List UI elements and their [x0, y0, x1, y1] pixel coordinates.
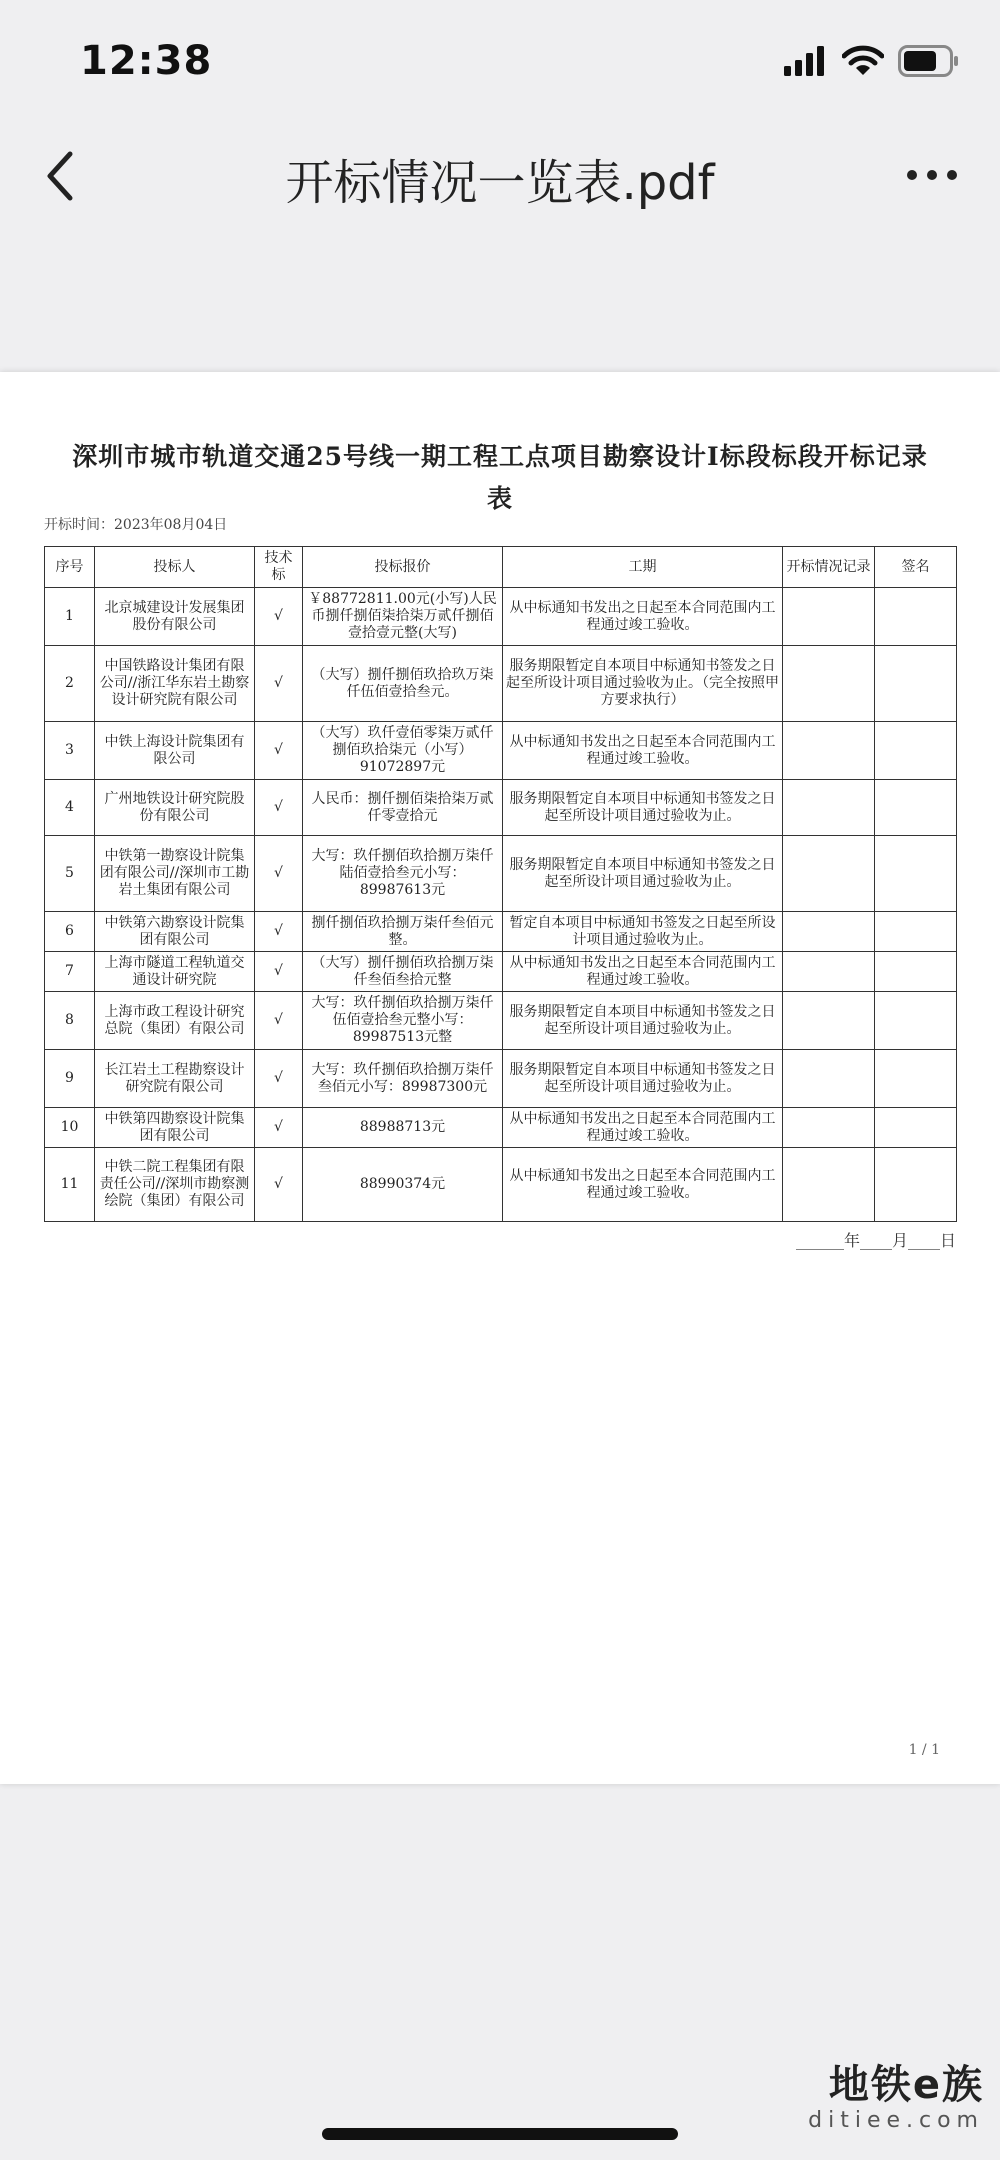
table-row [45, 912, 957, 952]
home-indicator[interactable] [322, 2128, 678, 2140]
cell-signature [875, 780, 957, 836]
cellular-signal-icon [784, 46, 828, 76]
cell-record [783, 646, 875, 722]
document-title [50, 436, 950, 520]
cell-price: 捌仟捌佰玖拾捌万柒仟叁佰元整。 [303, 912, 503, 952]
table-row [45, 1148, 957, 1222]
col-header-tech: 技术标 [255, 547, 303, 588]
table-row [45, 992, 957, 1050]
col-header-period: 工期 [503, 547, 783, 588]
cell-price: （大写）捌仟捌佰玖拾玖万柒仟伍佰壹拾叁元。 [303, 646, 503, 722]
watermark-url: ditiee.com [808, 2108, 984, 2133]
cell-bidder: 长江岩土工程勘察设计研究院有限公司 [95, 1050, 255, 1108]
cell-no: 1 [45, 588, 95, 646]
navigation-bar [0, 120, 1000, 230]
cell-period: 服务期限暂定自本项目中标通知书签发之日起至所设计项目通过验收为止。（完全按照甲方要求执行） [503, 646, 783, 722]
cell-period: 从中标通知书发出之日起至本合同范围内工程通过竣工验收。 [503, 588, 783, 646]
col-header-bidder: 投标人 [95, 547, 255, 588]
cell-price: ￥88772811.00元(小写)人民币捌仟捌佰柒拾柒万贰仟捌佰壹拾壹元整(大写) [303, 588, 503, 646]
cell-period: 服务期限暂定自本项目中标通知书签发之日起至所设计项目通过验收为止。 [503, 992, 783, 1050]
table-row [45, 722, 957, 780]
cell-period: 从中标通知书发出之日起至本合同范围内工程通过竣工验收。 [503, 1148, 783, 1222]
cell-tech: √ [255, 588, 303, 646]
cell-price: 88990374元 [303, 1148, 503, 1222]
open-time: 开标时间：2023年08月04日 [44, 517, 228, 533]
table-row [45, 1108, 957, 1148]
cell-no: 9 [45, 1050, 95, 1108]
site-watermark [808, 2062, 984, 2133]
cell-price: （大写）玖仟壹佰零柒万贰仟捌佰玖拾柒元（小写）91072897元 [303, 722, 503, 780]
table-row [45, 952, 957, 992]
cell-period: 服务期限暂定自本项目中标通知书签发之日起至所设计项目通过验收为止。 [503, 836, 783, 912]
cell-record [783, 1148, 875, 1222]
cell-record [783, 912, 875, 952]
table-row [45, 646, 957, 722]
cell-tech: √ [255, 992, 303, 1050]
cell-signature [875, 1108, 957, 1148]
cell-tech: √ [255, 912, 303, 952]
cell-record [783, 952, 875, 992]
cell-price: 大写：玖仟捌佰玖拾捌万柒仟陆佰壹拾叁元小写：89987613元 [303, 836, 503, 912]
cell-bidder: 中铁第一勘察设计院集团有限公司//深圳市工勘岩土集团有限公司 [95, 836, 255, 912]
cell-bidder: 中国铁路设计集团有限公司//浙江华东岩土勘察设计研究院有限公司 [95, 646, 255, 722]
cell-price: （大写）捌仟捌佰玖拾捌万柒仟叁佰叁拾元整 [303, 952, 503, 992]
cell-record [783, 722, 875, 780]
pdf-page[interactable] [0, 372, 1000, 1784]
document-title-line2: 表 [486, 484, 513, 513]
cell-period: 从中标通知书发出之日起至本合同范围内工程通过竣工验收。 [503, 1108, 783, 1148]
file-title: 开标情况一览表.pdf [285, 155, 715, 211]
cell-period: 服务期限暂定自本项目中标通知书签发之日起至所设计项目通过验收为止。 [503, 780, 783, 836]
cell-tech: √ [255, 1148, 303, 1222]
wifi-icon [842, 45, 884, 77]
cell-no: 8 [45, 992, 95, 1050]
cell-signature [875, 912, 957, 952]
cell-no: 3 [45, 722, 95, 780]
cell-signature [875, 722, 957, 780]
cell-tech: √ [255, 780, 303, 836]
cell-no: 2 [45, 646, 95, 722]
cell-period: 暂定自本项目中标通知书签发之日起至所设计项目通过验收为止。 [503, 912, 783, 952]
cell-signature [875, 588, 957, 646]
col-header-no: 序号 [45, 547, 95, 588]
status-time: 12:38 [80, 38, 213, 84]
cell-record [783, 1108, 875, 1148]
cell-bidder: 上海市隧道工程轨道交通设计研究院 [95, 952, 255, 992]
table-row [45, 780, 957, 836]
cell-period: 服务期限暂定自本项目中标通知书签发之日起至所设计项目通过验收为止。 [503, 1050, 783, 1108]
cell-bidder: 中铁二院工程集团有限责任公司//深圳市勘察测绘院（集团）有限公司 [95, 1148, 255, 1222]
cell-record [783, 1050, 875, 1108]
document-title-line1: 深圳市城市轨道交通25号线一期工程工点项目勘察设计Ⅰ标段标段开标记录 [72, 442, 928, 471]
cell-price: 大写：玖仟捌佰玖拾捌万柒仟伍佰壹拾叁元整小写：89987513元整 [303, 992, 503, 1050]
page-number: 1 / 1 [908, 1742, 940, 1758]
cell-signature [875, 646, 957, 722]
cell-signature [875, 992, 957, 1050]
cell-no: 7 [45, 952, 95, 992]
cell-no: 6 [45, 912, 95, 952]
table-header-row [45, 547, 957, 588]
cell-bidder: 中铁第四勘察设计院集团有限公司 [95, 1108, 255, 1148]
cell-signature [875, 1050, 957, 1108]
cell-bidder: 上海市政工程设计研究总院（集团）有限公司 [95, 992, 255, 1050]
cell-tech: √ [255, 722, 303, 780]
cell-signature [875, 952, 957, 992]
cell-no: 5 [45, 836, 95, 912]
cell-signature [875, 1148, 957, 1222]
cell-record [783, 588, 875, 646]
status-bar [0, 0, 1000, 110]
cell-bidder: 中铁第六勘察设计院集团有限公司 [95, 912, 255, 952]
more-dots-icon [902, 160, 962, 190]
watermark-logo-text: 地铁e族 [828, 2062, 984, 2108]
cell-bidder: 中铁上海设计院集团有限公司 [95, 722, 255, 780]
cell-bidder: 北京城建设计发展集团股份有限公司 [95, 588, 255, 646]
cell-period: 从中标通知书发出之日起至本合同范围内工程通过竣工验收。 [503, 722, 783, 780]
cell-record [783, 780, 875, 836]
bid-records-table [44, 546, 957, 1222]
cell-price: 大写：玖仟捌佰玖拾捌万柒仟叁佰元小写：89987300元 [303, 1050, 503, 1108]
cell-no: 11 [45, 1148, 95, 1222]
cell-tech: √ [255, 646, 303, 722]
battery-icon [898, 45, 960, 77]
cell-record [783, 836, 875, 912]
cell-tech: √ [255, 836, 303, 912]
cell-signature [875, 836, 957, 912]
table-row [45, 588, 957, 646]
sign-date-line: ______年____月____日 [795, 1231, 956, 1250]
cell-tech: √ [255, 1108, 303, 1148]
cell-no: 4 [45, 780, 95, 836]
cell-bidder: 广州地铁设计研究院股份有限公司 [95, 780, 255, 836]
status-icons [784, 44, 960, 78]
cell-price: 88988713元 [303, 1108, 503, 1148]
cell-no: 10 [45, 1108, 95, 1148]
table-row [45, 836, 957, 912]
more-options-button[interactable] [902, 160, 962, 190]
col-header-record: 开标情况记录 [783, 547, 875, 588]
cell-period: 从中标通知书发出之日起至本合同范围内工程通过竣工验收。 [503, 952, 783, 992]
col-header-signature: 签名 [875, 547, 957, 588]
cell-price: 人民币：捌仟捌佰柒拾柒万贰仟零壹拾元 [303, 780, 503, 836]
col-header-price: 投标报价 [303, 547, 503, 588]
cell-tech: √ [255, 952, 303, 992]
cell-record [783, 992, 875, 1050]
table-row [45, 1050, 957, 1108]
cell-tech: √ [255, 1050, 303, 1108]
